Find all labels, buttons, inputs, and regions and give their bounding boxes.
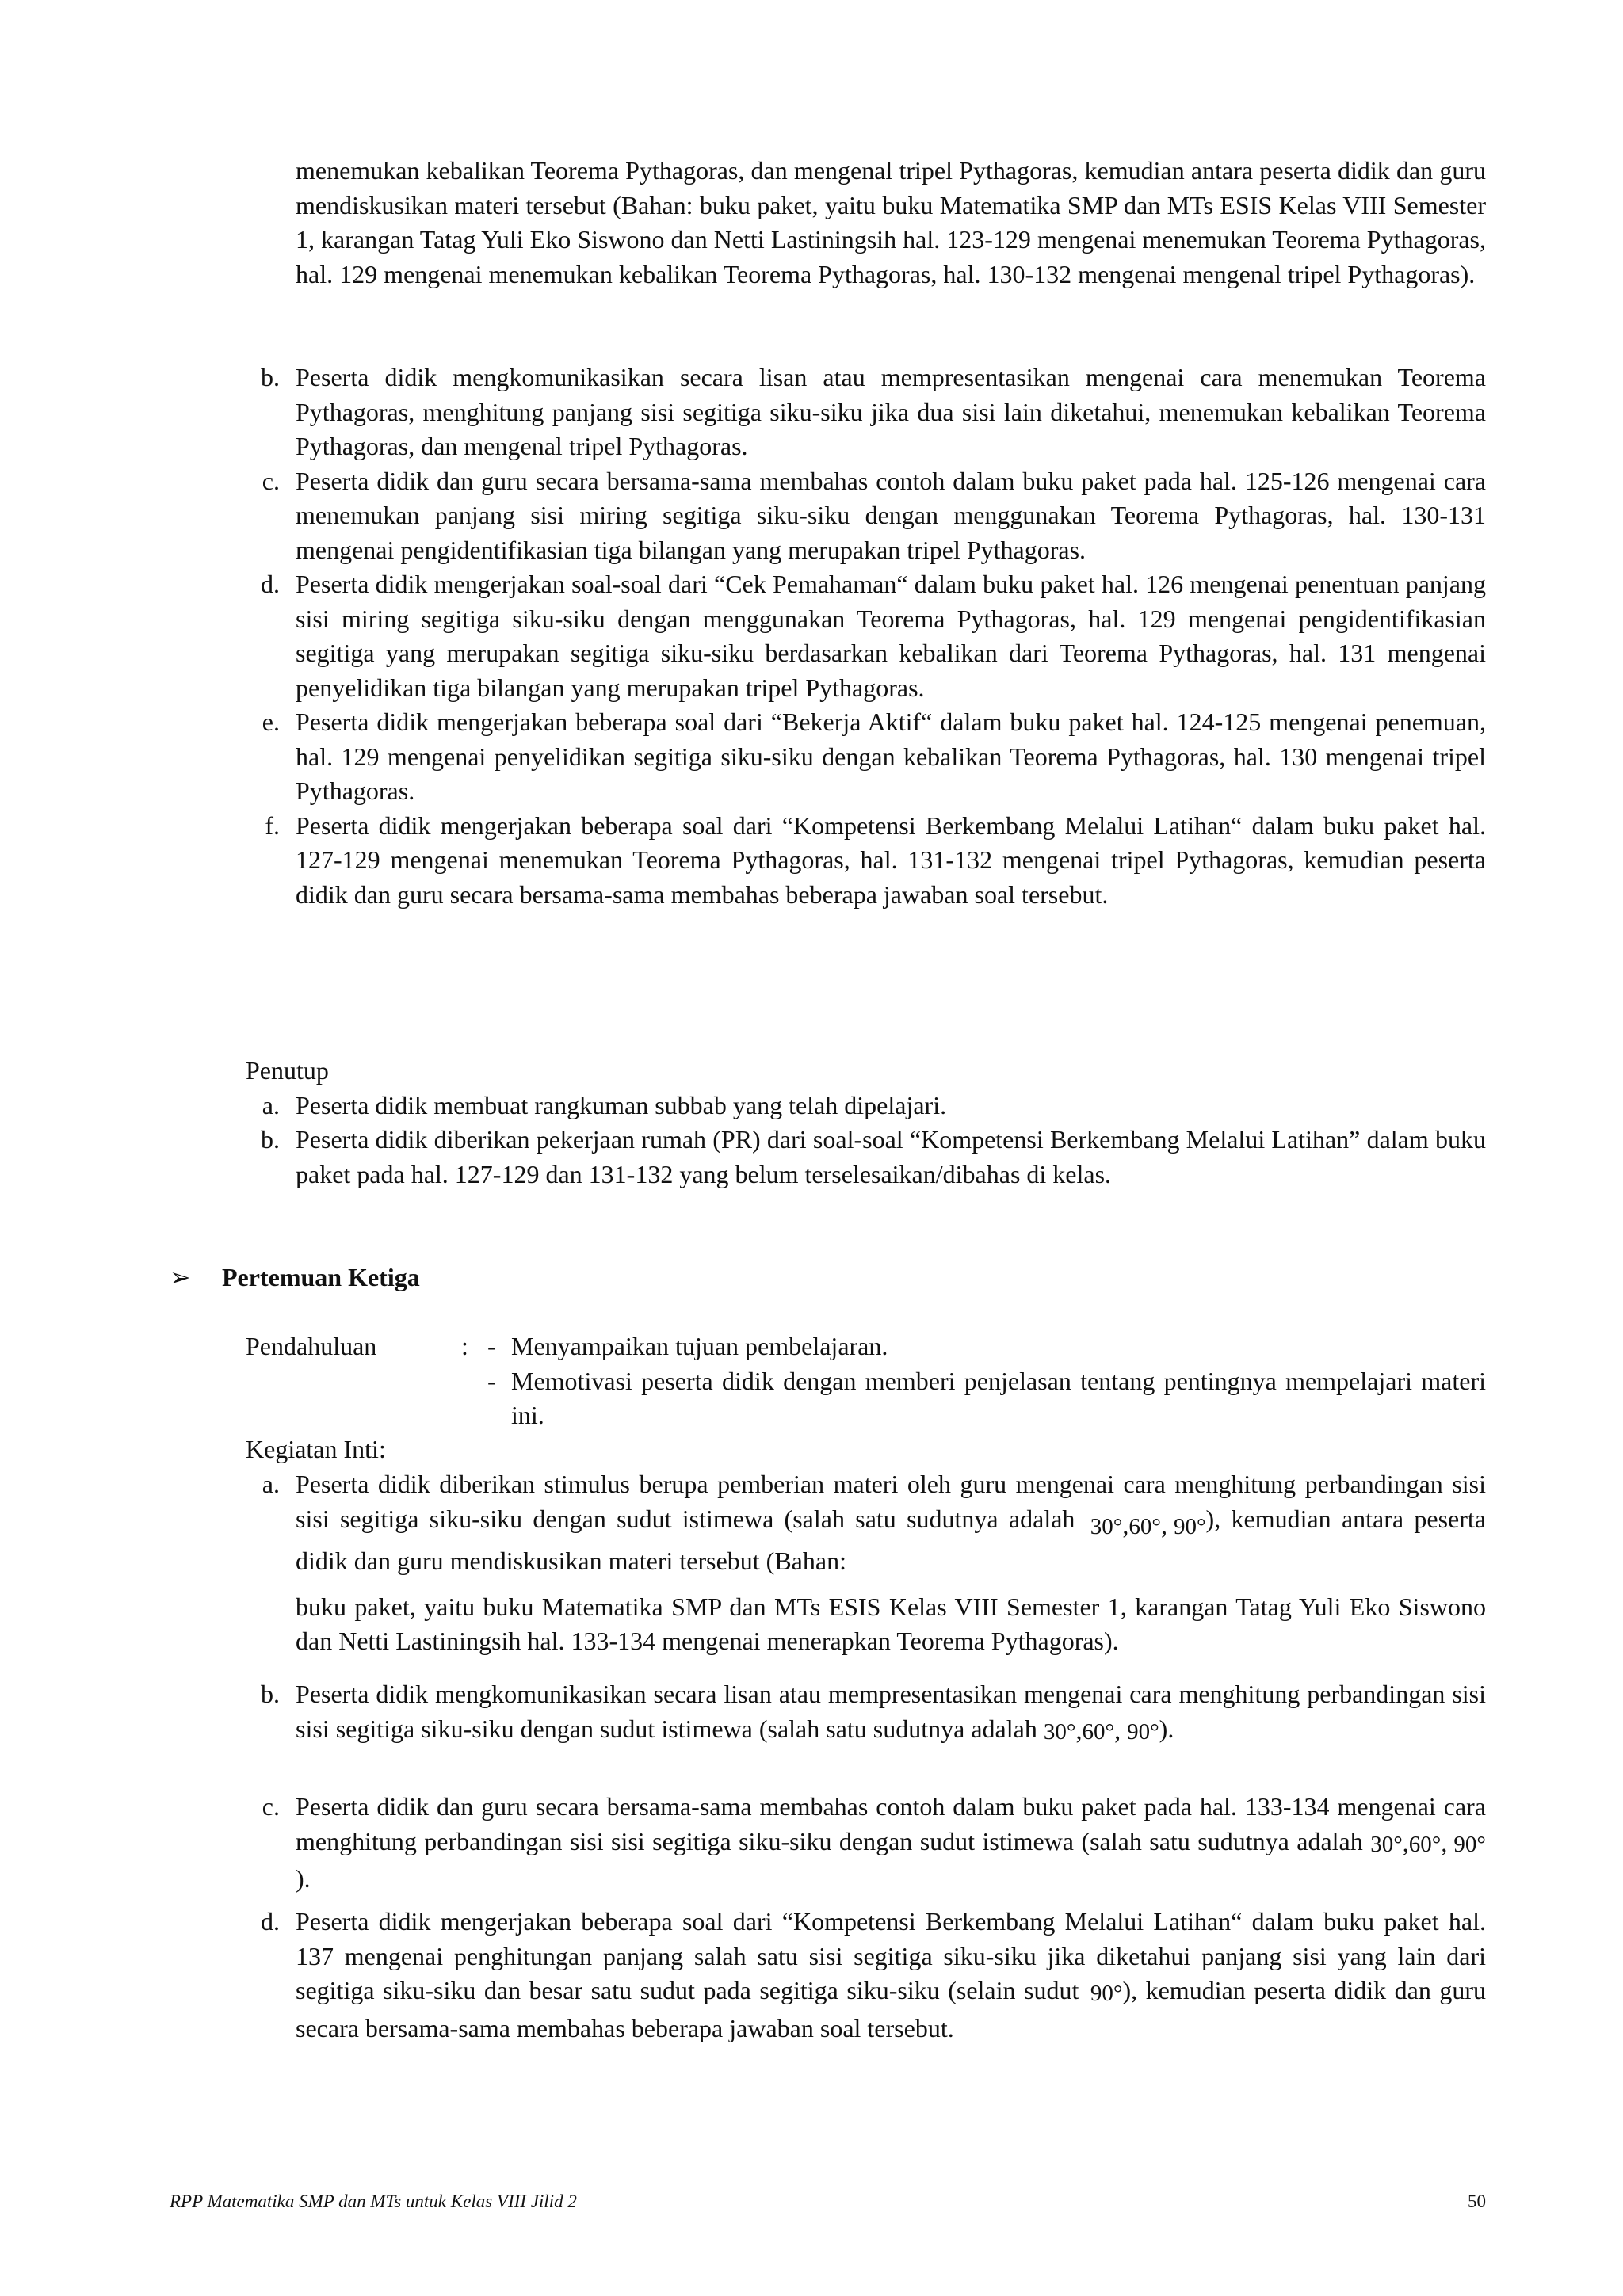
- footer: [170, 2190, 1486, 2214]
- item-text: Peserta didik mengkomunikasikan secara lisan atau mempresentasikan mengenai cara menghitung perbandingan sisi sisi segitiga siku-siku dengan sudut istimewa (salah satu sudutnya adalah: [296, 1680, 1486, 1743]
- dash-bullet: -: [487, 1366, 496, 1395]
- item-text: Peserta didik mengkomunikasikan secara lisan atau mempresentasikan mengenai cara menemukan Teorema Pythagoras, menghitung panjang sisi segitiga siku-siku jika dua sisi lain diketahui, menemukan kebalikan Teorema Pythagoras, dan mengenal tripel Pythagoras.: [296, 363, 1486, 460]
- footer-title: RPP Matematika SMP dan MTs untuk Kelas VIII Jilid 2: [170, 2191, 577, 2211]
- item-label: e.: [262, 707, 280, 736]
- list-item: [246, 809, 1486, 913]
- core-item-b: [246, 1677, 1486, 1749]
- list-item: [246, 360, 1486, 464]
- item-text: Peserta didik dan guru secara bersama-sama membahas contoh dalam buku paket pada hal. 133-134 mengenai cara menghitung perbandingan sisi sisi segitiga siku-siku dengan sudut istimewa (salah satu sudutnya adalah: [296, 1792, 1486, 1855]
- angle-value: 90°: [1090, 1981, 1123, 2006]
- intro-item: Memotivasi peserta didik dengan memberi penjelasan tentang pentingnya mempelajari materi ini.: [511, 1366, 1486, 1429]
- intro-row: [246, 1329, 1486, 1433]
- item-text: Peserta didik membuat rangkuman subbab yang telah dipelajari.: [296, 1090, 947, 1119]
- item-text: Peserta didik dan guru secara bersama-sama membahas contoh dalam buku paket pada hal. 125-126 mengenai cara menemukan panjang sisi miring segitiga siku-siku dengan menggunakan Teorema Pythagoras, hal. 130-131 mengenai pengidentifikasian tiga bilangan yang merupakan tripel Pythagoras.: [296, 466, 1486, 564]
- item-text: ).: [1159, 1714, 1174, 1743]
- item-text: ).: [296, 1864, 311, 1893]
- meeting2-list: [246, 360, 1486, 912]
- item-label: d.: [261, 1907, 280, 1936]
- list-item: [246, 1123, 1486, 1192]
- item-text: Peserta didik diberikan pekerjaan rumah (PR) dari soal-soal “Kompetensi Berkembang Melalui Latihan” dalam buku paket pada hal. 127-129 dan 131-132 yang belum terselesaikan/dibahas di kelas.: [296, 1125, 1486, 1188]
- item-label: d.: [261, 570, 280, 598]
- item-text: Peserta didik mengerjakan beberapa soal dari “Kompetensi Berkembang Melalui Latihan“ dalam buku paket hal. 137 mengenai penghitungan panjang salah satu sisi segitiga siku-siku jika diketahui panjang sisi yang lain dari segitiga siku-siku dan besar satu sudut pada segitiga siku-siku (selain sudut: [296, 1907, 1486, 2004]
- list-item: [246, 567, 1486, 705]
- core-heading: Kegiatan Inti:: [246, 1435, 386, 1463]
- item-text: ), kemudian antara peserta didik dan guru mendiskusikan materi tersebut (Bahan:: [296, 1504, 1487, 1575]
- item-label: b.: [261, 1125, 280, 1154]
- item-label: b.: [261, 363, 280, 391]
- item-label: c.: [262, 466, 280, 495]
- item-text: buku paket, yaitu buku Matematika SMP dan MTs ESIS Kelas VIII Semester 1, karangan Tatag Yuli Eko Siswono dan Netti Lastiningsih hal. 133-134 mengenai menerapkan Teorema Pythagoras).: [296, 1592, 1486, 1655]
- intro-item: Menyampaikan tujuan pembelajaran.: [511, 1332, 888, 1360]
- closing-heading: Penutup: [246, 1056, 329, 1085]
- intro-colon: :: [461, 1332, 468, 1360]
- item-text: Peserta didik mengerjakan beberapa soal dari “Kompetensi Berkembang Melalui Latihan“ dalam buku paket hal. 127-129 mengenai menemukan Teorema Pythagoras, hal. 131-132 mengenai tripel Pythagoras, kemudian peserta didik dan guru secara bersama-sama membahas beberapa jawaban soal tersebut.: [296, 810, 1486, 909]
- item-label: b.: [261, 1680, 280, 1708]
- list-item: [246, 464, 1486, 568]
- core-item-a: [246, 1467, 1486, 1659]
- item-text: Peserta didik mengerjakan beberapa soal dari “Bekerja Aktif“ dalam buku paket hal. 124-125 mengenai penemuan, hal. 129 mengenai penyelidikan segitiga siku-siku dengan kebalikan Teorema Pythagoras, hal. 130 mengenai tripel Pythagoras.: [296, 707, 1486, 805]
- item-text: ), kemudian peserta didik dan guru secara bersama-sama membahas beberapa jawaban soal tersebut.: [296, 1976, 1487, 2042]
- list-item: [246, 705, 1486, 809]
- core-item-d: [246, 1905, 1486, 2046]
- item-label: a.: [262, 1090, 280, 1119]
- item-text: Peserta didik mengerjakan soal-soal dari “Cek Pemahaman“ dalam buku paket hal. 126 mengenai penentuan panjang sisi miring segitiga siku-siku dengan menggunakan Teorema Pythagoras, hal. 129 mengenai pengidentifikasian segitiga yang merupakan segitiga siku-siku berdasarkan kebalikan dari Teorema Pythagoras, hal. 131 mengenai penyelidikan tiga bilangan yang merupakan tripel Pythagoras.: [296, 570, 1486, 702]
- core-item-c: [246, 1790, 1486, 1897]
- item-label: a.: [262, 1470, 280, 1498]
- arrow-bullet-icon: ➢: [170, 1262, 191, 1292]
- meeting3-heading-row: [170, 1261, 420, 1295]
- angle-list: 30°,60°, 90°: [1370, 1828, 1487, 1857]
- item-text: Peserta didik diberikan stimulus berupa pemberian materi oleh guru mengenai cara menghitung perbandingan sisi sisi segitiga siku-siku dengan sudut istimewa (salah satu sudutnya adalah: [296, 1470, 1486, 1533]
- meeting3-heading: Pertemuan Ketiga: [222, 1263, 420, 1291]
- page-number: 50: [1468, 2191, 1486, 2211]
- list-item: [246, 1089, 1486, 1123]
- intro-continuation: menemukan kebalikan Teorema Pythagoras, dan mengenal tripel Pythagoras, kemudian antara peserta didik dan guru mendiskusikan materi tersebut (Bahan: buku paket, yaitu buku Matematika SMP dan MTs ESIS Kelas VIII Semester 1, karangan Tatag Yuli Eko Siswono dan Netti Lastiningsih hal. 123-129 mengenai menemukan Teorema Pythagoras, hal. 129 mengenai menemukan kebalikan Teorema Pythagoras, hal. 130-132 mengenai mengenal tripel Pythagoras).: [296, 156, 1486, 288]
- closing-section: [246, 1054, 1486, 1192]
- angle-list: 30°,60°, 90°: [1043, 1715, 1159, 1745]
- item-label: c.: [262, 1792, 280, 1821]
- intro-label: Pendahuluan: [246, 1332, 377, 1360]
- item-label: f.: [265, 810, 280, 840]
- angle-list: 30°,60°, 90°: [1090, 1510, 1206, 1539]
- dash-bullet: -: [487, 1332, 496, 1360]
